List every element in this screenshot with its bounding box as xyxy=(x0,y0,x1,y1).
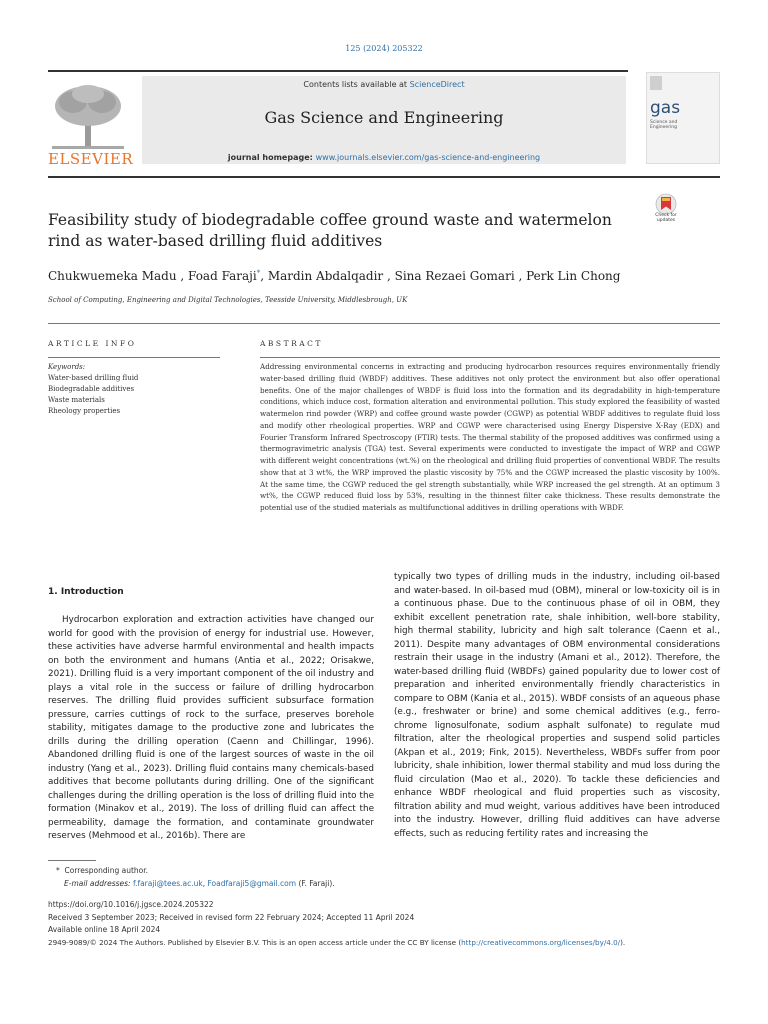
license-line: 2949-9089/© 2024 The Authors. Published by Elsevier B.V. This is an open access article under the CC BY license (http://creativecommons.org/licenses/by/4.0/). xyxy=(48,938,626,947)
affiliation: School of Computing, Engineering and Digital Technologies, Teesside University, Middlesbrough, UK xyxy=(48,296,408,304)
introduction-heading: 1. Introduction xyxy=(48,587,124,597)
section-rule xyxy=(48,323,720,324)
abstract-heading: ABSTRACT xyxy=(260,339,323,348)
contents-line: Contents lists available at ScienceDirect xyxy=(303,80,465,89)
keywords-label: Keywords: xyxy=(48,363,86,371)
citation-line: 125 (2024) 205322 xyxy=(345,44,423,53)
article-info-heading: ARTICLE INFO xyxy=(48,339,137,348)
homepage-link[interactable]: www.journals.elsevier.com/gas-science-and-engineering xyxy=(315,153,541,162)
doi-link[interactable]: https://doi.org/10.1016/j.jgsce.2024.205322 xyxy=(48,900,214,909)
journal-cover xyxy=(646,72,720,164)
available-online: Available online 18 April 2024 xyxy=(48,925,161,934)
license-link[interactable]: http://creativecommons.org/licenses/by/4.0/ xyxy=(461,938,621,947)
corresponding-footnote: * Corresponding author. xyxy=(56,866,149,875)
email-link[interactable]: Foadfaraji5@gmail.com xyxy=(207,879,297,888)
email-link[interactable]: f.faraji@tees.ac.uk xyxy=(132,879,203,888)
intro-column-1: Hydrocarbon exploration and extraction activities have changed our world for good with the provision of energy for industrial use. However, these activities have adverse harmful environmental and health impacts on both the environment and humans (Antia et al., 2022; Orisakwe, 2021). Drilling fluid is a very important component of the oil industry and plays a vital role in the success or failure of drilling hydrocarbon reserves. The drilling fluid provides sufficient subsurface formation pressure, carries cuttings of rock to the surface, preserves borehole stability, mitigates damage to the productive zone and lubricates the drills during the drilling operation (Caenn and Chillingar, 1996). Abandoned drilling fluid is one of the largest sources of waste in the oil industry (Yang et al., 2023). Drilling fluid contains many chemicals-based additives that become pollutants during drilling. One of the significant challenges during the drilling operation is the loss of drilling fluid into the formation (Minakov et al., 2019). The loss of drilling fluid can affect the permeability, damage the formation, and contaminate groundwater reserves (Mehmood et al., 2016b). There are xyxy=(48,615,374,841)
sciencedirect-link[interactable]: ScienceDirect xyxy=(409,80,465,89)
check-updates-label: Check for updates xyxy=(655,213,677,223)
publisher-name: ELSEVIER xyxy=(48,150,134,168)
keyword-item: Biodegradable additives xyxy=(48,385,135,393)
cover-logo-icon xyxy=(650,76,662,90)
keyword-item: Water-based drilling fluid xyxy=(48,374,139,382)
header-bottom-rule xyxy=(48,176,720,178)
footnote-rule xyxy=(48,860,96,861)
cover-title: gas xyxy=(650,98,681,118)
author-list: Chukwuemeka Madu , Foad Faraji*, Mardin Abdalqadir , Sina Rezaei Gomari , Perk Lin Chong xyxy=(48,269,621,283)
keyword-item: Waste materials xyxy=(48,396,105,404)
header-top-rule xyxy=(48,70,628,72)
cover-subtitle: Science and Engineering xyxy=(650,120,678,131)
abstract-text: Addressing environmental concerns in extracting and producing hydrocarbon resources requires environmentally friendly water-based drilling fluid (WBDF) additives. These additives not only protect the environment but also offer operational benefits. One of the major challenges of WBDF is fluid loss into the formation and its degradability in high-temperature conditions, which induce cost, formation alteration and environmental pollution. This study explored the feasibility of wasted watermelon rind powder (WRP) and coffee ground waste powder (CGWP) as potential WBDF additives to regulate fluid loss and modify other rheological properties. WRP and CGWP were characterised using Energy Dispersive X-Ray (EDX) and Fourier Transform Infrared Spectroscopy (FTIR) tests. The thermal stability of the proposed additives was confirmed using a thermogravimetric analysis (TGA) test. Several experiments were conducted to investigate the impact of WRP and CGWP with different weight concentrations (wt.%) on the rheological and drilling fluid properties of conventional WBDF. The results show that at 3 wt%, the WRP improved the plastic viscosity by 75% and the CGWP increased the plastic viscosity by 100%. At the same time, the CGWP reduced the gel strength substantially, while WRP increased the gel strength. At an optimum 3 wt%, the CGWP reduced fluid loss by 53%, resulting in the thinnest filter cake thickness. These results demonstrate the potential use of the studied materials as multifunctional additives in drilling operations with WBDF. xyxy=(260,362,720,512)
received-dates: Received 3 September 2023; Received in revised form 22 February 2024; Accepted 11 April 2024 xyxy=(48,913,415,922)
journal-name: Gas Science and Engineering xyxy=(264,108,504,127)
abstract-rule xyxy=(260,357,720,358)
email-footnote: E-mail addresses: f.faraji@tees.ac.uk, Foadfaraji5@gmail.com (F. Faraji). xyxy=(64,879,335,888)
journal-homepage: journal homepage: www.journals.elsevier.com/gas-science-and-engineering xyxy=(227,153,541,162)
keyword-item: Rheology properties xyxy=(48,407,121,415)
corresponding-author-mark[interactable]: * xyxy=(256,269,261,277)
bookmark-icon xyxy=(648,193,684,215)
info-rule xyxy=(48,357,220,358)
intro-column-2: typically two types of drilling muds in the industry, including oil-based and water-based. In oil-based mud (OBM), mineral or low-toxicity oil is in a continuous phase. Due to the continuous phase of oil in OBM, they exhibit excellent penetration rate, shale inhibition, well-bore stability, high thermal stability, lubricity and high salt tolerance (Caenn et al., 2011). Despite many advantages of OBM environmental considerations restrain their usage in the industry (Amani et al., 2012). Therefore, the water-based drilling fluid (WBDFs) gained popularity due to lower cost of preparation and inherited environmentally friendly characteristics in compare to OBM (Kania et al., 2015). WBDF consists of an aqueous phase (e.g., freshwater or brine) and some chemical additives (e.g., ferro-chrome lignosulfonate, sodium asphalt sulfonate) to regulate mud filtration, alter the rheological properties and suspend solid particles (Akpan et al., 2019; Fink, 2015). Nevertheless, WBDFs suffer from poor lubricity, shale inhibition, lower thermal stability and mud loss during the fluid circulation (Mao et al., 2020). To tackle these deficiencies and enhance WBDF rheological and fluid properties such as viscosity, filtration ability and mud weight, various additives have been introduced into the industry. However, drilling fluid additives can have adverse effects, such as reducing fertility rates and increasing the xyxy=(394,572,720,839)
article-title: Feasibility study of biodegradable coffee ground waste and watermelon rind as water-based drilling fluid additives xyxy=(48,211,612,250)
